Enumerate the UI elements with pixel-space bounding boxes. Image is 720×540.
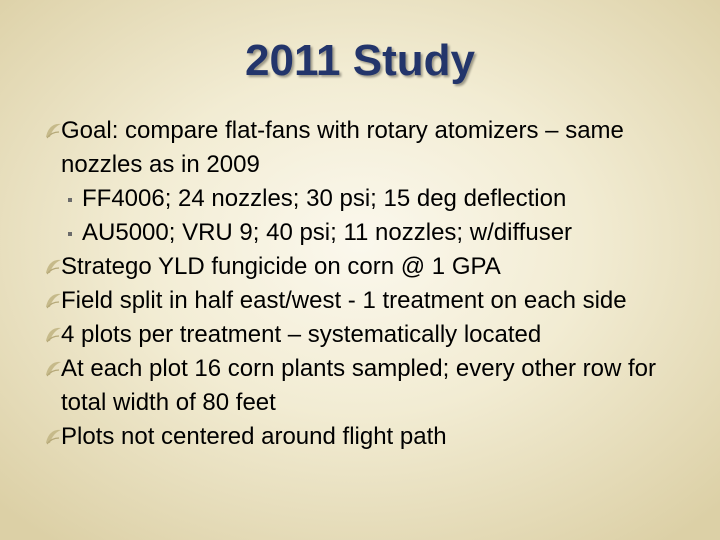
bullet-item-field-split bbox=[44, 284, 684, 318]
bullet-item-goal bbox=[44, 114, 684, 182]
leaf-swoosh-icon bbox=[44, 325, 62, 345]
sub-bullet-text: AU5000; VRU 9; 40 psi; 11 nozzles; w/diffuser bbox=[82, 219, 573, 246]
bullet-text: At each plot 16 corn plants sampled; every other row for total width of 80 feet bbox=[61, 355, 656, 416]
leaf-swoosh-icon bbox=[44, 359, 62, 379]
leaf-swoosh-icon bbox=[44, 291, 62, 311]
bullet-text: Plots not centered around flight path bbox=[61, 423, 447, 450]
bullet-item-stratego bbox=[44, 250, 684, 284]
square-dot-icon bbox=[68, 232, 72, 236]
bullet-item-plots-per-treatment bbox=[44, 318, 684, 352]
sub-bullet-item-ff4006 bbox=[44, 182, 684, 216]
square-dot-icon bbox=[68, 198, 72, 202]
bullet-text: 4 plots per treatment – systematically located bbox=[61, 321, 542, 348]
leaf-swoosh-icon bbox=[44, 257, 62, 277]
sub-bullet-item-au5000 bbox=[44, 216, 684, 250]
sub-bullet-text: FF4006; 24 nozzles; 30 psi; 15 deg deflection bbox=[82, 185, 567, 212]
leaf-swoosh-icon bbox=[44, 121, 62, 141]
bullet-text: Field split in half east/west - 1 treatment on each side bbox=[61, 287, 627, 314]
bullet-item-flight-path bbox=[44, 420, 684, 454]
leaf-swoosh-icon bbox=[44, 427, 62, 447]
slide-title: 2011 Study bbox=[245, 36, 475, 85]
bullet-text: Goal: compare flat-fans with rotary atomizers – same nozzles as in 2009 bbox=[61, 117, 624, 178]
bullet-text: Stratego YLD fungicide on corn @ 1 GPA bbox=[61, 253, 501, 280]
bullet-list bbox=[44, 114, 684, 454]
bullet-item-sampling bbox=[44, 352, 684, 420]
